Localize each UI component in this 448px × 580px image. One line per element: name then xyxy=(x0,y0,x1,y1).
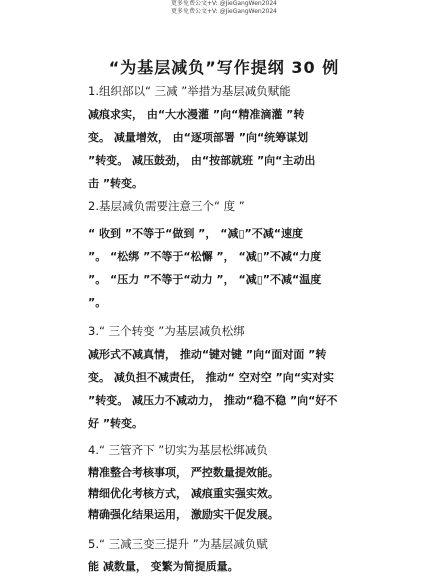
document-title: “为基层减负”写作提纲 30 例 xyxy=(108,58,340,77)
watermark-line-1: 更多免费公文+V: @JieGangWen2024 xyxy=(171,0,277,7)
section-line: ”。 “松绑 ”不等于“松懈 ”， “减▯”不减“力度 xyxy=(88,250,322,263)
section-line: 变。 减负担不减责任， 推动“ 空对空 ”向“实对实 xyxy=(88,371,335,384)
section-heading: 1.组织部以“ 三减 ”举措为基层减负赋能 xyxy=(88,84,291,98)
section-4 xyxy=(88,439,358,525)
section-line: 好 ”转变。 xyxy=(88,417,144,430)
section-line: ”。 xyxy=(88,296,107,309)
document-body xyxy=(88,80,358,577)
section-2 xyxy=(88,195,358,314)
section-heading: 3.“ 三个转变 ”为基层减负松绑 xyxy=(88,324,245,338)
section-line: 精准整合考核事项， 严控数量提效能。 xyxy=(88,466,279,479)
section-heading: 5.“ 三减三变三提升 ”为基层减负赋 xyxy=(88,537,268,551)
section-5 xyxy=(88,533,358,577)
section-heading: 4.“ 三管齐下 ”切实为基层松绑减负 xyxy=(88,443,268,457)
section-line: 精细优化考核方式， 减痕重实强实效。 xyxy=(88,487,279,500)
section-line: ”转变。 减压力不减动力， 推动“稳不稳 ”向“好不 xyxy=(88,394,338,407)
section-3 xyxy=(88,320,358,435)
section-line: 精确强化结果运用， 激励实干促发展。 xyxy=(88,508,279,521)
section-line: 变。 减量增效， 由“逐项部署 ”向“统筹谋划 xyxy=(88,131,309,144)
section-line: 能 减数量， 变繁为简提质量。 xyxy=(88,560,239,573)
section-line: ”转变。 减压鼓劲， 由“按部就班 ”向“主动出 xyxy=(88,154,316,167)
section-line: “ 收到 ”不等于“做到 ”， “减▯”不减“速度 xyxy=(88,227,303,240)
section-1 xyxy=(88,80,358,195)
watermark-line-2: 更多免费公文+V: @JieGangWen2024 xyxy=(171,8,277,15)
section-heading: 2.基层减负需要注意三个“ 度 ” xyxy=(88,199,245,213)
section-line: 减痕求实， 由“大水漫灌 ”向“精准滴灌 ”转 xyxy=(88,108,305,121)
section-line: 减形式不减真情， 推动“键对键 ”向“面对面 ”转 xyxy=(88,348,327,361)
section-line: ”。 “压力 ”不等于“动力 ”， “减▯”不减“温度 xyxy=(88,273,322,286)
section-line: 击 ”转变。 xyxy=(88,177,144,190)
